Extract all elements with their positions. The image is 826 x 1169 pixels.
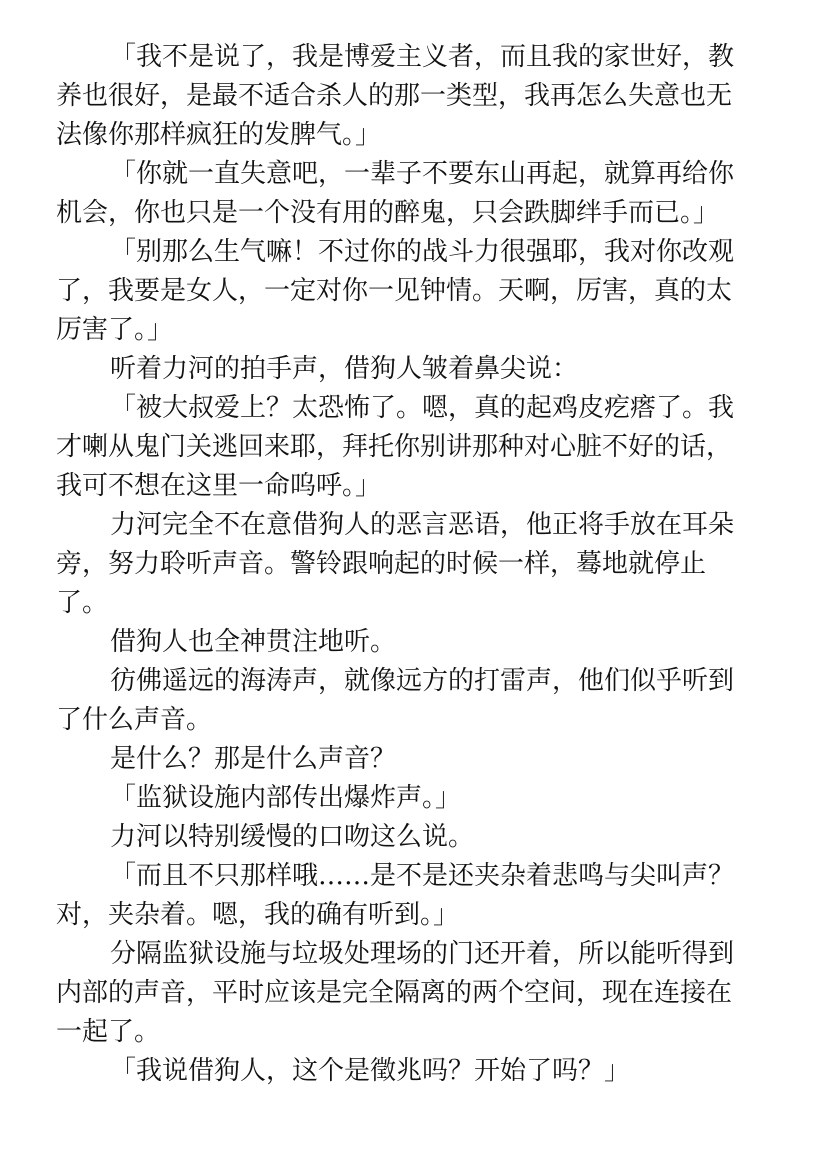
paragraph-7: 借狗人也全神贯注地听。 <box>110 627 397 657</box>
paragraph-3: 「别那么生气嘛！不过你的战斗力很强耶，我对你改观了，我要是女人，一定对你一见钟情。天啊，厉害，真的太厉害了。」 <box>56 237 735 345</box>
paragraph-4: 听着力河的拍手声，借狗人皱着鼻尖说： <box>110 354 579 384</box>
paragraph-14: 「我说借狗人，这个是徵兆吗？开始了吗？」 <box>110 1056 631 1086</box>
paragraph-5: 「被大叔爱上？太恐怖了。嗯，真的起鸡皮疙瘩了。我才喇从鬼门关逃回来耶，拜托你别讲那种对心脏不好的话，我可不想在这里一命呜呼。」 <box>56 393 735 501</box>
paragraph-12: 「而且不只那样哦……是不是还夹杂着悲鸣与尖叫声？对，夹杂着。嗯，我的确有听到。」 <box>56 861 735 930</box>
paragraph-11: 力河以特别缓慢的口吻这么说。 <box>110 822 475 852</box>
paragraph-13: 分隔监狱设施与垃圾处理场的门还开着，所以能听得到内部的声音，平时应该是完全隔离的两个空间，现在连接在一起了。 <box>56 939 735 1047</box>
paragraph-9: 是什么？那是什么声音？ <box>110 744 397 774</box>
paragraph-8: 彷佛遥远的海涛声，就像远方的打雷声，他们似乎听到了什么声音。 <box>56 666 735 735</box>
paragraph-1: 「我不是说了，我是博爱主义者，而且我的家世好，教养也很好，是最不适合杀人的那一类型，我再怎么失意也无法像你那样疯狂的发脾气。」 <box>56 42 735 150</box>
paragraph-2: 「你就一直失意吧，一辈子不要东山再起，就算再给你机会，你也只是一个没有用的醉鬼，只会跌脚绊手而已。」 <box>56 159 735 228</box>
paragraph-6: 力河完全不在意借狗人的恶言恶语，他正将手放在耳朵旁，努力聆听声音。警铃跟响起的时候一样，蓦地就停止了。 <box>56 510 735 618</box>
paragraph-10: 「监狱设施内部传出爆炸声。」 <box>110 783 462 813</box>
